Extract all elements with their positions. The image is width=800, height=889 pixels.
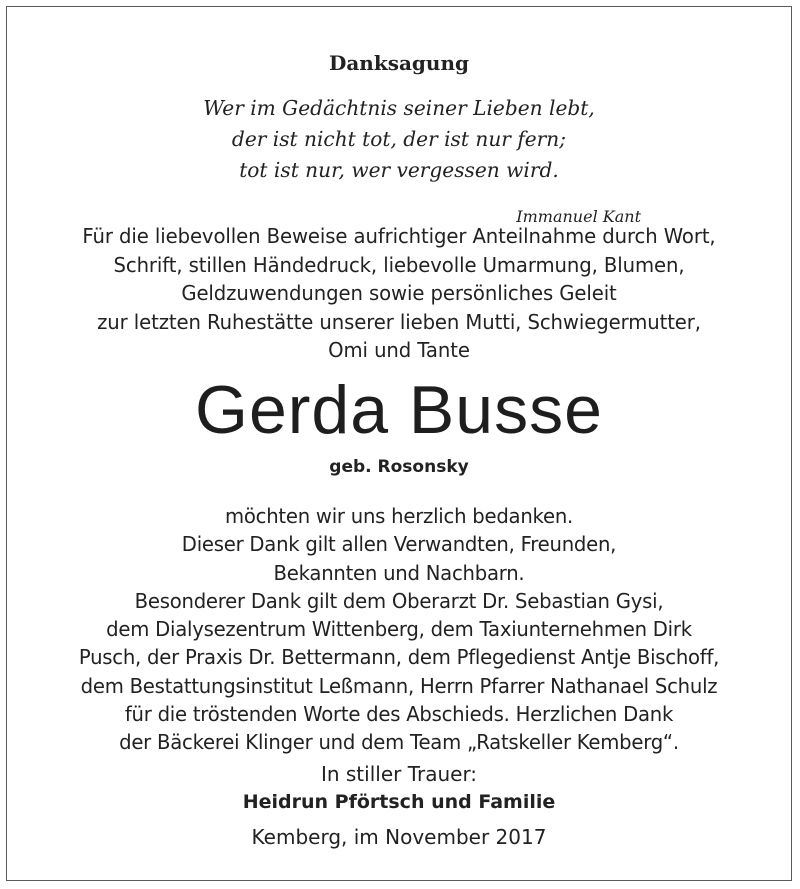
quote [7,93,791,186]
thanks-line: möchten wir uns herzlich bedanken. [224,504,574,528]
quote-line: tot ist nur, wer vergessen wird. [239,158,559,182]
quote-line: Wer im Gedächtnis seiner Lieben lebt, [203,96,595,120]
place-date: Kemberg, im November 2017 [251,825,547,849]
thanks-line: der Bäckerei Klinger und dem Team „Ratskeller Kemberg“. [119,730,679,755]
mourning-label: In stiller Trauer: [320,762,478,786]
heading: Danksagung [329,51,469,75]
deceased-name: Gerda Busse [195,372,603,448]
thanks-line: dem Dialysezentrum Wittenberg, dem Taxiunternehmen Dirk [106,617,692,642]
thanks-text [7,502,791,757]
intro-line: Geldzuwendungen sowie persönliches Geleit [181,281,617,305]
thanks-line: Besonderer Dank gilt dem Oberarzt Dr. Sebastian Gysi, [134,588,664,613]
thanks-line: dem Bestattungsinstitut Leßmann, Herrn Pfarrer Nathanael Schulz [80,673,718,698]
family-signature: Heidrun Pförtsch und Familie [242,791,556,813]
intro-line: Für die liebevollen Beweise aufrichtiger Anteilnahme durch Wort, [82,224,716,248]
thanks-line: Pusch, der Praxis Dr. Bettermann, dem Pflegedienst Antje Bischoff, [78,645,720,670]
quote-author: Immanuel Kant [516,207,641,226]
thanks-line: für die tröstenden Worte des Abschieds. Herzlichen Dank [124,702,674,727]
thanks-line: Bekannten und Nachbarn. [273,560,525,585]
quote-line: der ist nicht tot, der ist nur fern; [231,127,567,151]
obituary-frame [6,6,792,881]
intro-line: zur letzten Ruhestätte unserer lieben Mutti, Schwiegermutter, [97,309,701,334]
intro-line: Omi und Tante [328,338,470,362]
intro-line: Schrift, stillen Händedruck, liebevolle Umarmung, Blumen, [113,252,685,277]
birth-name: geb. Rosonsky [329,457,469,477]
thanks-line: Dieser Dank gilt allen Verwandten, Freunden, [181,532,617,557]
intro-text [7,222,791,365]
